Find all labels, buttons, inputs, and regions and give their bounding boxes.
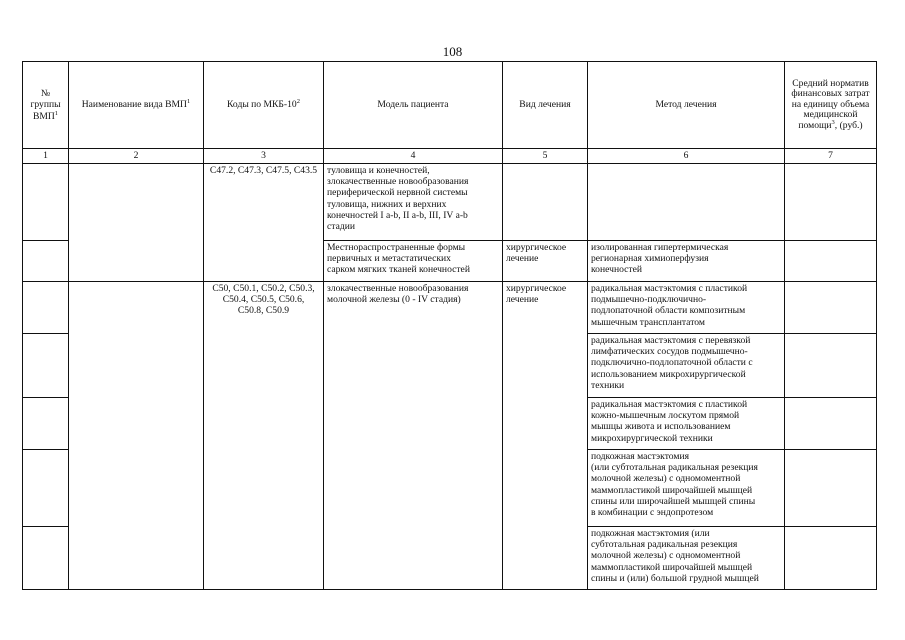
patient-model-cell: туловища и конечностей, злокачественные новообразования периферической нервной системы туловища, нижних и верхних конечностей I a-b, II a-b, III, IV a-b стадии — [324, 164, 503, 241]
vmp-name-cell — [69, 164, 204, 282]
header-group-number: № группы ВМП$^1$ — [23, 62, 69, 149]
group-number-cell — [23, 282, 69, 334]
header-financial-norm: Средний норматив финансовых затрат на единицу объема медицинской помощи$^3$, (руб.) — [785, 62, 877, 149]
financial-norm-cell — [785, 527, 877, 590]
group-number-cell — [23, 398, 69, 450]
column-number: 2 — [69, 149, 204, 164]
financial-norm-cell — [785, 450, 877, 527]
column-number: 3 — [204, 149, 324, 164]
page-number: 108 — [442, 44, 463, 59]
column-number: 4 — [324, 149, 503, 164]
treatment-type-cell: хирургическое лечение — [503, 282, 588, 590]
icd-codes-cell: С47.2, С47.3, С47.5, С43.5 — [204, 164, 324, 282]
header-icd-codes: Коды по МКБ-$10^2$ — [204, 62, 324, 149]
treatment-method-cell: изолированная гипертермическая регионарная химиоперфузия конечностей — [588, 241, 785, 282]
patient-model-cell: злокачественные новообразования молочной железы (0 - IV стадия) — [324, 282, 503, 590]
header-vmp-name: Наименование вида ВМП$^1$ — [69, 62, 204, 149]
treatment-method-cell: радикальная мастэктомия с перевязкой лимфатических сосудов подмышечно- подключично-подлопаточной области с использованием микрохирургической техники — [588, 334, 785, 398]
table-row — [23, 282, 877, 334]
financial-norm-cell — [785, 282, 877, 334]
patient-model-cell: Местнораспространенные формы первичных и метастатических сарком мягких тканей конечностей — [324, 241, 503, 282]
treatment-type-cell — [503, 164, 588, 241]
financial-norm-cell — [785, 164, 877, 241]
group-number-cell — [23, 241, 69, 282]
financial-norm-cell — [785, 241, 877, 282]
group-number-cell — [23, 450, 69, 527]
column-number: 7 — [785, 149, 877, 164]
header-treatment-type: Вид лечения — [503, 62, 588, 149]
vmp-name-cell — [69, 282, 204, 590]
group-number-cell — [23, 334, 69, 398]
treatment-method-cell: радикальная мастэктомия с пластикой подмышечно-подключично- подлопаточной области композитным мышечным трансплантатом — [588, 282, 785, 334]
header-treatment-method: Метод лечения — [588, 62, 785, 149]
financial-norm-cell — [785, 398, 877, 450]
table-row — [23, 164, 877, 241]
vmp-table — [22, 61, 877, 590]
icd-codes-cell: С50, С50.1, С50.2, С50.3, С50.4, С50.5, С50.6, С50.8, С50.9 — [204, 282, 324, 590]
financial-norm-cell — [785, 334, 877, 398]
column-number-row — [23, 149, 877, 164]
treatment-method-cell: подкожная мастэктомия (или субтотальная радикальная резекция молочной железы) с одномоментной маммопластикой широчайшей мышцей спины и (или) большой грудной мышцей — [588, 527, 785, 590]
column-number: 5 — [503, 149, 588, 164]
group-number-cell — [23, 164, 69, 241]
column-number: 6 — [588, 149, 785, 164]
treatment-type-cell: хирургическое лечение — [503, 241, 588, 282]
treatment-method-cell: подкожная мастэктомия (или субтотальная радикальная резекция молочной железы) с одномоментной маммопластикой широчайшей мышцей спины или широчайшей мышцей спины в комбинации с эндопротезом — [588, 450, 785, 527]
treatment-method-cell — [588, 164, 785, 241]
header-patient-model: Модель пациента — [324, 62, 503, 149]
group-number-cell — [23, 527, 69, 590]
column-number: 1 — [23, 149, 69, 164]
treatment-method-cell: радикальная мастэктомия с пластикой кожно-мышечным лоскутом прямой мышцы живота и использованием микрохирургической техники — [588, 398, 785, 450]
header-row — [23, 62, 877, 149]
